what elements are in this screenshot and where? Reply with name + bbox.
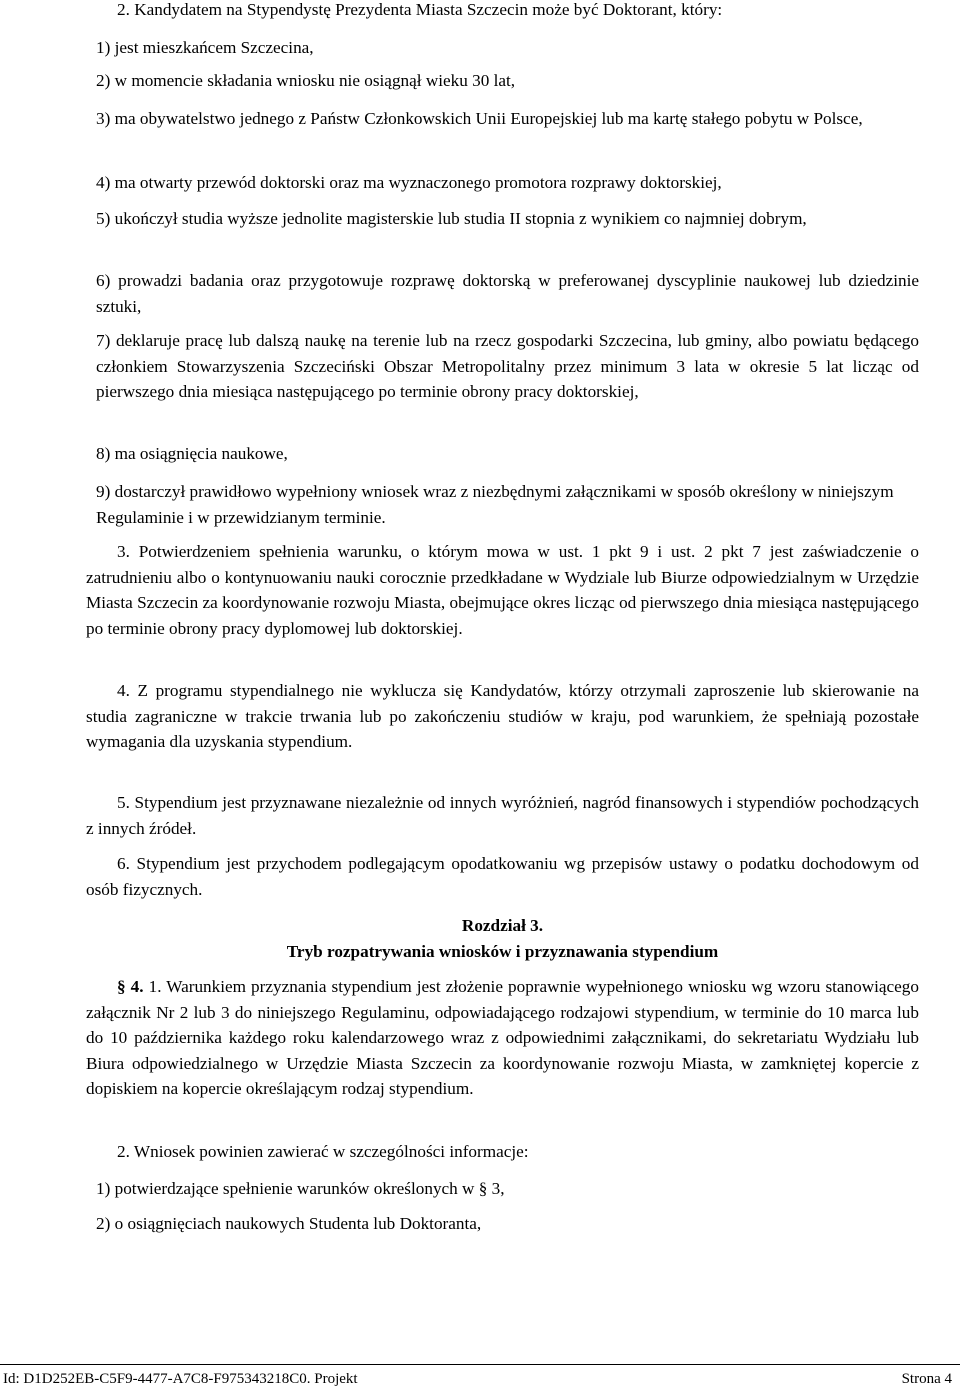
page-number: Strona 4 xyxy=(901,1371,952,1387)
list-item-7: 7) deklaruje pracę lub dalszą naukę na terenie lub na rzecz gospodarki Szczecina, lub gminy, albo powiatu będącego członkiem Stowarzyszenia Szczeciński Obszar Metropolitalny przez minimum 3 lata w okresie 5 lat licząc od pierwszego dnia miesiąca następującego po terminie obrony pracy doktorskiej, xyxy=(96,331,919,402)
section-4-paragraph-1 xyxy=(86,974,919,1102)
paragraph-5: 5. Stypendium jest przyznawane niezależnie od innych wyróżnień, nagród finansowych i stypendiów pochodzących z innych źródeł. xyxy=(86,793,919,838)
section-mark: § 4. xyxy=(117,977,144,996)
page-footer xyxy=(0,1364,960,1392)
paragraph-2: 2. Kandydatem na Stypendystę Prezydenta Miasta Szczecin może być Doktorant, który: xyxy=(117,0,723,19)
list-item-6: 6) prowadzi badania oraz przygotowuje rozprawę doktorską w preferowanej dyscyplinie naukowej lub dziedzinie sztuki, xyxy=(96,271,919,316)
section-4-item-2: 2) o osiągnięciach naukowych Studenta lub Doktoranta, xyxy=(96,1214,482,1233)
list-item-4: 4) ma otwarty przewód doktorski oraz ma wyznaczonego promotora rozprawy doktorskiej, xyxy=(96,173,722,192)
chapter-title: Tryb rozpatrywania wniosków i przyznawania stypendium xyxy=(286,942,719,961)
chapter-heading: Rozdział 3. xyxy=(461,916,544,935)
list-item-1: 1) jest mieszkańcem Szczecina, xyxy=(96,38,314,57)
paragraph-4: 4. Z programu stypendialnego nie wyklucza się Kandydatów, którzy otrzymali zaproszenie lub skierowanie na studia zagraniczne w trakcie trwania lub po zakończeniu studiów w kraju, pod warunkiem, że spełniają pozostałe wymagania dla uzyskania stypendium. xyxy=(86,681,919,752)
paragraph-3: 3. Potwierdzeniem spełnienia warunku, o którym mowa w ust. 1 pkt 9 i ust. 2 pkt 7 jest zaświadczenie o zatrudnieniu albo o kontynuowaniu nauki corocznie przedkładane w Wydziale lub Biurze odpowiedzialnym w Urzędzie Miasta Szczecin za koordynowanie rozwoju Miasta, obejmujące okres licząc od pierwszego dnia miesiąca następującego po terminie obrony pracy dyplomowej lub doktorskiej. xyxy=(86,542,919,638)
paragraph-6: 6. Stypendium jest przychodem podlegającym opodatkowaniu wg przepisów ustawy o podatku dochodowym od osób fizycznych. xyxy=(86,854,919,899)
list-item-2: 2) w momencie składania wniosku nie osiągnął wieku 30 lat, xyxy=(96,71,516,90)
list-item-3: 3) ma obywatelstwo jednego z Państw Członkowskich Unii Europejskiej lub ma kartę stałego pobytu w Polsce, xyxy=(96,109,863,128)
list-item-9: 9) dostarczył prawidłowo wypełniony wniosek wraz z niezbędnymi załącznikami w sposób określony w niniejszym Regulaminie i w przewidzianym terminie. xyxy=(96,482,894,527)
section-4-paragraph-2: 2. Wniosek powinien zawierać w szczególności informacje: xyxy=(117,1142,529,1161)
list-item-5: 5) ukończył studia wyższe jednolite magisterskie lub studia II stopnia z wynikiem co najmniej dobrym, xyxy=(96,209,807,228)
section-4-item-1: 1) potwierdzające spełnienie warunków określonych w § 3, xyxy=(96,1179,505,1198)
list-item-8: 8) ma osiągnięcia naukowe, xyxy=(96,444,288,463)
section-4-text: 1. Warunkiem przyznania stypendium jest złożenie poprawnie wypełnionego wniosku wg wzoru stanowiącego załącznik Nr 2 lub 3 do niniejszego Regulaminu, odpowiadającego rodzajowi stypendium, w terminie do 10 marca lub do 10 października każdego roku kalendarzowego wraz z odpowiednimi załącznikami, do sekretariatu Wydziału lub Biura odpowiedzialnego w Urzędzie Miasta Szczecin za koordynowanie rozwoju Miasta, w zamkniętej kopercie z dopiskiem na kopercie określającym rodzaj stypendium. xyxy=(86,977,919,1099)
document-id: Id: D1D252EB-C5F9-4477-A7C8-F975343218C0. Projekt xyxy=(3,1371,358,1387)
